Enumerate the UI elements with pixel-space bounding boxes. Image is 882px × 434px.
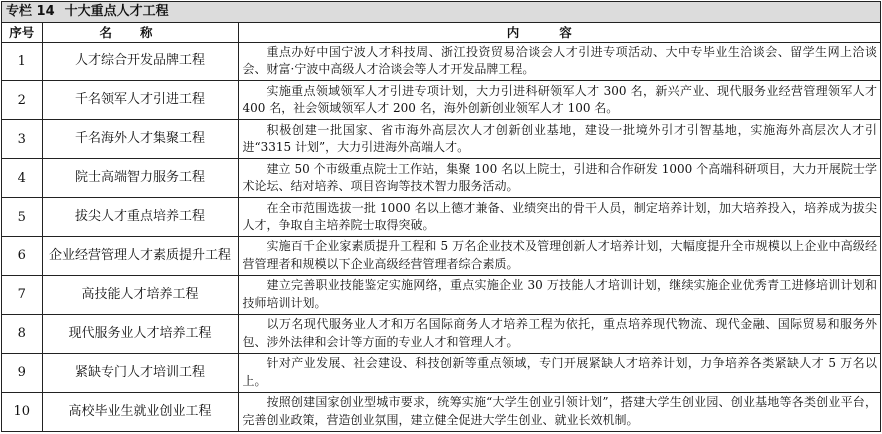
table-row [2, 275, 880, 314]
project-content: 实施百千企业家素质提升工程和 5 万名企业技术及管理创新人才培养计划，大幅度提升全市规模以上企业中高级经营管理者和规模以下企业高级经营管理者综合素质。 [238, 236, 880, 275]
header-content: 内容 [238, 23, 880, 42]
talent-projects-table [2, 23, 880, 431]
project-name: 紧缺专门人才培训工程 [42, 353, 238, 392]
project-content: 以万名现代服务业人才和万名国际商务人才培养工程为依托，重点培养现代物流、现代金融、国际贸易和服务外包、涉外法律和会计等方面的专业人才和管理人才。 [238, 314, 880, 353]
box-number: 专栏 14 [6, 4, 55, 19]
row-number: 2 [2, 81, 42, 120]
row-number: 4 [2, 159, 42, 198]
row-number: 8 [2, 314, 42, 353]
project-name: 院士高端智力服务工程 [42, 159, 238, 198]
row-number: 7 [2, 275, 42, 314]
project-content: 积极创建一批国家、省市海外高层次人才创新创业基地，建设一批境外引才引智基地，实施海外高层次人才引进“3315 计划”，大力引进海外高端人才。 [238, 120, 880, 159]
row-number: 10 [2, 392, 42, 431]
project-content: 针对产业发展、社会建设、科技创新等重点领域，专门开展紧缺人才培养计划，力争培养各类紧缺人才 5 万名以上。 [238, 353, 880, 392]
table-row [2, 198, 880, 237]
table-row [2, 81, 880, 120]
table-body [2, 42, 880, 431]
table-row [2, 314, 880, 353]
box-title [2, 2, 880, 23]
project-content: 在全市范围选拔一批 1000 名以上德才兼备、业绩突出的骨干人员，制定培养计划，加大培养投入，培养成为拔尖人才，争取自主培养院士取得突破。 [238, 198, 880, 237]
box-title-text: 十大重点人才工程 [64, 4, 169, 19]
table-row [2, 236, 880, 275]
project-content: 按照创建国家创业型城市要求，统筹实施“大学生创业引领计划”，搭建大学生创业园、创业基地等各类创业平台，完善创业政策，营造创业氛围，建立健全促进大学生创业、就业长效机制。 [238, 392, 880, 431]
header-name: 名称 [42, 23, 238, 42]
table-row [2, 353, 880, 392]
project-content: 重点办好中国宁波人才科技周、浙江投资贸易洽谈会人才引进专项活动、大中专毕业生洽谈会、留学生网上洽谈会、财富·宁波中高级人才洽谈会等人才开发品牌工程。 [238, 42, 880, 81]
header-row [2, 23, 880, 42]
feature-box [1, 1, 881, 432]
project-content: 建立 50 个市级重点院士工作站，集聚 100 名以上院士，引进和合作研发 1000 个高端科研项目，大力开展院士学术论坛、结对培养、项目咨询等技术智力服务活动。 [238, 159, 880, 198]
project-name: 高技能人才培养工程 [42, 275, 238, 314]
project-content: 实施重点领域领军人才引进专项计划，大力引进科研领军人才 300 名，新兴产业、现代服务业经营管理领军人才 400 名，社会领域领军人才 200 名，海外创新创业领军人才 100 名。 [238, 81, 880, 120]
project-name: 企业经营管理人才素质提升工程 [42, 236, 238, 275]
row-number: 9 [2, 353, 42, 392]
project-name: 拔尖人才重点培养工程 [42, 198, 238, 237]
project-name: 现代服务业人才培养工程 [42, 314, 238, 353]
project-name: 高校毕业生就业创业工程 [42, 392, 238, 431]
project-name: 人才综合开发品牌工程 [42, 42, 238, 81]
row-number: 6 [2, 236, 42, 275]
project-name: 千名领军人才引进工程 [42, 81, 238, 120]
table-row [2, 392, 880, 431]
row-number: 1 [2, 42, 42, 81]
table-row [2, 42, 880, 81]
header-no: 序号 [2, 23, 42, 42]
project-name: 千名海外人才集聚工程 [42, 120, 238, 159]
row-number: 5 [2, 198, 42, 237]
table-row [2, 159, 880, 198]
row-number: 3 [2, 120, 42, 159]
project-content: 建立完善职业技能鉴定实施网络，重点实施企业 30 万技能人才培训计划，继续实施企业优秀青工进修培训计划和技师培训计划。 [238, 275, 880, 314]
table-row [2, 120, 880, 159]
